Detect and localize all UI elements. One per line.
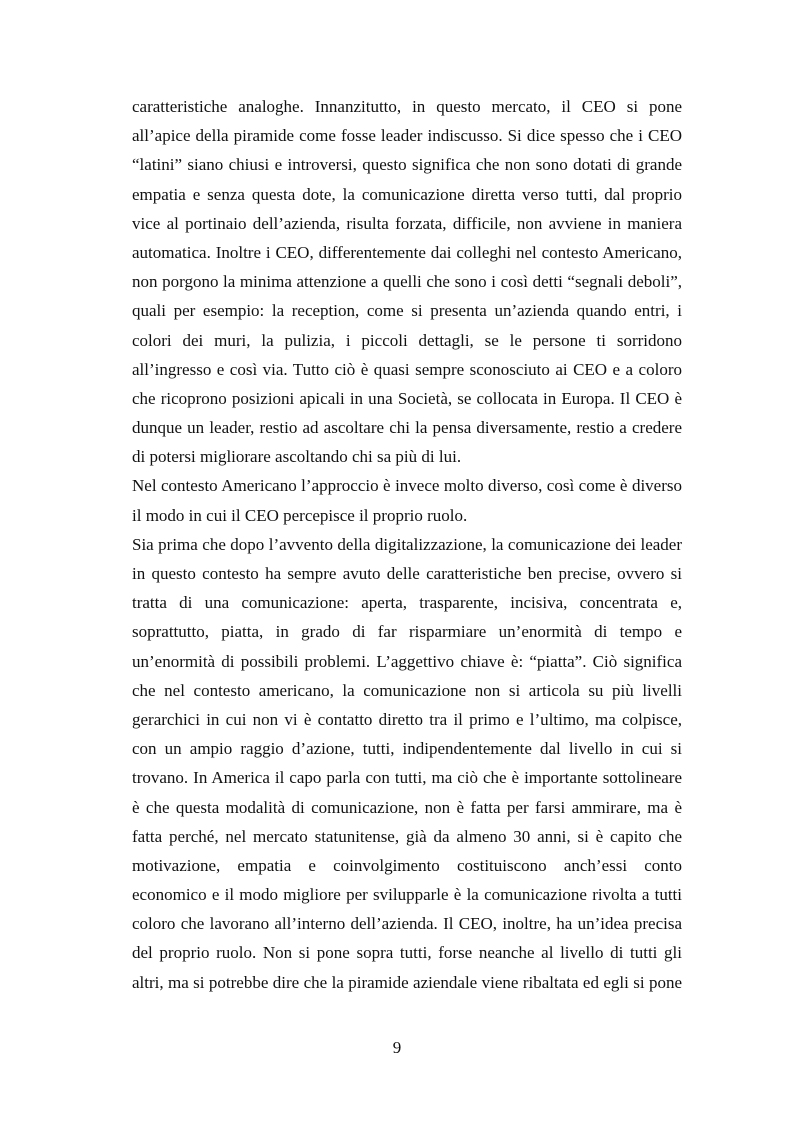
text-line: che nel contesto americano, la comunicazione non si articola su più livelli [132, 680, 682, 700]
text-line: di potersi migliorare ascoltando chi sa più di lui. [132, 447, 462, 467]
text-line: fatta perché, nel mercato statunitense, già da almeno 30 anni, si è capito che [132, 826, 682, 846]
text-line: il modo in cui il CEO percepisce il proprio ruolo. [132, 505, 468, 525]
text-line: in questo contesto ha sempre avuto delle caratteristiche ben precise, ovvero si [132, 564, 682, 583]
text-line: altri, ma si potrebbe dire che la piramide aziendale viene ribaltata ed egli si pone [132, 972, 682, 992]
text-line: empatia e senza questa dote, la comunicazione diretta verso tutti, dal proprio [132, 184, 682, 204]
text-line: gerarchici in cui non vi è contatto diretto tra il primo e l’ultimo, ma colpisce, [132, 709, 682, 729]
text-line: coloro che lavorano all’interno dell’azienda. Il CEO, inoltre, ha un’idea precisa [132, 914, 682, 934]
text-line: del proprio ruolo. Non si pone sopra tutti, forse neanche al livello di tutti gli [132, 943, 682, 963]
text-line: con un ampio raggio d’azione, tutti, indipendentemente dal livello in cui si [132, 739, 682, 759]
text-line: Nel contesto Americano l’approccio è invece molto diverso, così come è diverso [132, 476, 682, 496]
text-line: che ricoprono posizioni apicali in una Società, se collocata in Europa. Il CEO è [132, 388, 682, 408]
text-line: all’apice della piramide come fosse leader indiscusso. Si dice spesso che i CEO [132, 126, 682, 146]
text-line: Sia prima che dopo l’avvento della digitalizzazione, la comunicazione dei leader [132, 534, 682, 554]
text-line: trovano. In America il capo parla con tutti, ma ciò che è importante sottolineare [132, 768, 682, 788]
body-text [132, 92, 682, 997]
text-line: colori dei muri, la pulizia, i piccoli dettagli, se le persone ti sorridono [132, 330, 682, 350]
text-line: all’ingresso e così via. Tutto ciò è quasi sempre sconosciuto ai CEO e a coloro [132, 359, 682, 379]
text-line: economico e il modo migliore per svilupparle è la comunicazione rivolta a tutti [132, 885, 682, 905]
text-line: non porgono la minima attenzione a quelli che sono i così detti “segnali deboli”, [132, 272, 682, 292]
text-line: caratteristiche analoghe. Innanzitutto, in questo mercato, il CEO si pone [132, 97, 682, 116]
text-line: un’enormità di possibili problemi. L’aggettivo chiave è: “piatta”. Ciò significa [132, 651, 682, 671]
text-line: tratta di una comunicazione: aperta, trasparente, incisiva, concentrata e, [132, 593, 682, 613]
text-line: quali per esempio: la reception, come si presenta un’azienda quando entri, i [132, 301, 682, 321]
text-line: “latini” siano chiusi e introversi, questo significa che non sono dotati di grande [132, 155, 682, 175]
text-line: è che questa modalità di comunicazione, non è fatta per farsi ammirare, ma è [132, 797, 682, 817]
text-line: motivazione, empatia e coinvolgimento costituiscono anch’essi conto [132, 855, 682, 875]
text-line: automatica. Inoltre i CEO, differentemente dai colleghi nel contesto Americano, [132, 242, 682, 262]
text-line: soprattutto, piatta, in grado di far risparmiare un’enormità di tempo e [132, 622, 682, 642]
page-number: 9 [392, 1038, 402, 1057]
text-line: vice al portinaio dell’azienda, risulta forzata, difficile, non avviene in maniera [132, 213, 682, 233]
text-line: dunque un leader, restio ad ascoltare chi la pensa diversamente, restio a credere [132, 418, 682, 438]
